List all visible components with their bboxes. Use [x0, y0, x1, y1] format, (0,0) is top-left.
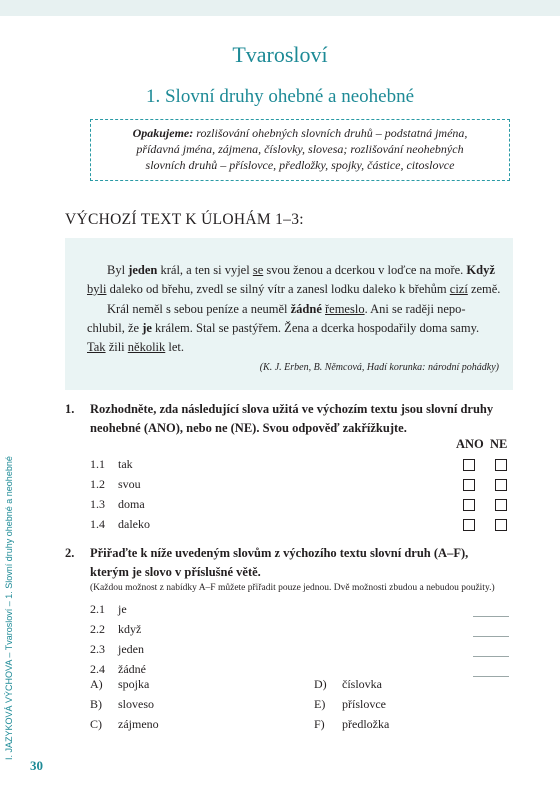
q1-3-yes-checkbox[interactable] [463, 499, 475, 511]
source-text-box [65, 238, 513, 390]
q1-1-no-checkbox[interactable] [495, 459, 507, 471]
q2-2-answer-line[interactable] [473, 636, 509, 637]
passage-line-5: Tak žili několik let. [87, 340, 185, 354]
passage-line-4: chlubil, že je králem. Stal se pastýřem. Žena a dcerka hospodařily doma samy. [87, 321, 480, 335]
q1-4-yes-checkbox[interactable] [463, 519, 475, 531]
q2-option-a: A) spojka [90, 677, 150, 691]
q2-3-answer-line[interactable] [473, 656, 509, 657]
review-box [90, 119, 510, 181]
review-line-2: přídavná jména, zájmena, číslovky, slovesa; rozlišování neohebných [136, 142, 464, 156]
q1-item: 1.4 daleko [90, 517, 150, 531]
review-label: Opakujeme: [132, 126, 194, 140]
q2-item: 2.2 když [90, 622, 142, 636]
q2-option-f: F) předložka [314, 717, 390, 731]
q2-4-answer-line[interactable] [473, 676, 509, 677]
q1-4-no-checkbox[interactable] [495, 519, 507, 531]
side-running-header: I. JAZYKOVÁ VÝCHOVA – Tvarosloví – 1. Slovní druhy ohebné a neohebné [4, 456, 14, 760]
passage-line-3: Král neměl s sebou peníze a neuměl žádné řemeslo. Ani se raději nepo- [107, 302, 466, 316]
q1-item: 1.1 tak [90, 457, 133, 471]
q1-text-1: Rozhodněte, zda následující slova užitá ve výchozím textu jsou slovní druhy [90, 402, 494, 416]
q2-1-answer-line[interactable] [473, 616, 509, 617]
passage-line-1: Byl jeden král, a ten si vyjel se svou ženou a dcerkou v loďce na moře. Když [107, 263, 495, 277]
q2-number: 2. [65, 546, 75, 560]
q1-item: 1.3 doma [90, 497, 145, 511]
q2-note: (Každou možnost z nabídky A–F můžete přiřadit pouze jednou. Dvě možnosti zbudou a nebudou použity.) [90, 583, 495, 593]
q1-2-yes-checkbox[interactable] [463, 479, 475, 491]
q2-option-d: D) číslovka [314, 677, 382, 691]
review-line-3: slovních druhů – příslovce, předložky, spojky, částice, citoslovce [145, 158, 455, 172]
q1-text-2: neohebné (ANO), nebo ne (NE). Svou odpověď zakřížkujte. [90, 421, 407, 435]
passage-line-2: byli daleko od břehu, zvedl se silný vítr a zanesl lodku daleko k břehům cizí země. [87, 282, 501, 296]
q1-3-no-checkbox[interactable] [495, 499, 507, 511]
q2-item: 2.1 je [90, 602, 127, 616]
q1-number: 1. [65, 402, 75, 416]
q1-col-yes: ANO [456, 437, 484, 451]
q2-option-c: C) zájmeno [90, 717, 159, 731]
page-title: Tvarosloví [232, 42, 328, 67]
passage-source: (K. J. Erben, B. Němcová, Hadí korunka: národní pohádky) [259, 362, 499, 373]
q1-col-no: NE [490, 437, 508, 451]
q2-option-e: E) příslovce [314, 697, 386, 711]
source-text-heading: VÝCHOZÍ TEXT K ÚLOHÁM 1–3: [65, 211, 304, 228]
q2-text-1: Přiřaďte k níže uvedeným slovům z výchozího textu slovní druh (A–F), [90, 546, 469, 560]
q2-text-2: kterým je slovo v příslušné větě. [90, 565, 261, 579]
page-subtitle: 1. Slovní druhy ohebné a neohebné [145, 86, 415, 107]
q2-option-b: B) sloveso [90, 697, 154, 711]
q2-item: 2.4 žádné [90, 662, 146, 676]
q2-item: 2.3 jeden [90, 642, 144, 656]
page-number: 30 [30, 758, 43, 773]
q1-item: 1.2 svou [90, 477, 141, 491]
top-band [0, 0, 560, 16]
q1-2-no-checkbox[interactable] [495, 479, 507, 491]
review-line-1: Opakujeme: rozlišování ohebných slovních druhů – podstatná jména, [132, 126, 468, 140]
q1-1-yes-checkbox[interactable] [463, 459, 475, 471]
